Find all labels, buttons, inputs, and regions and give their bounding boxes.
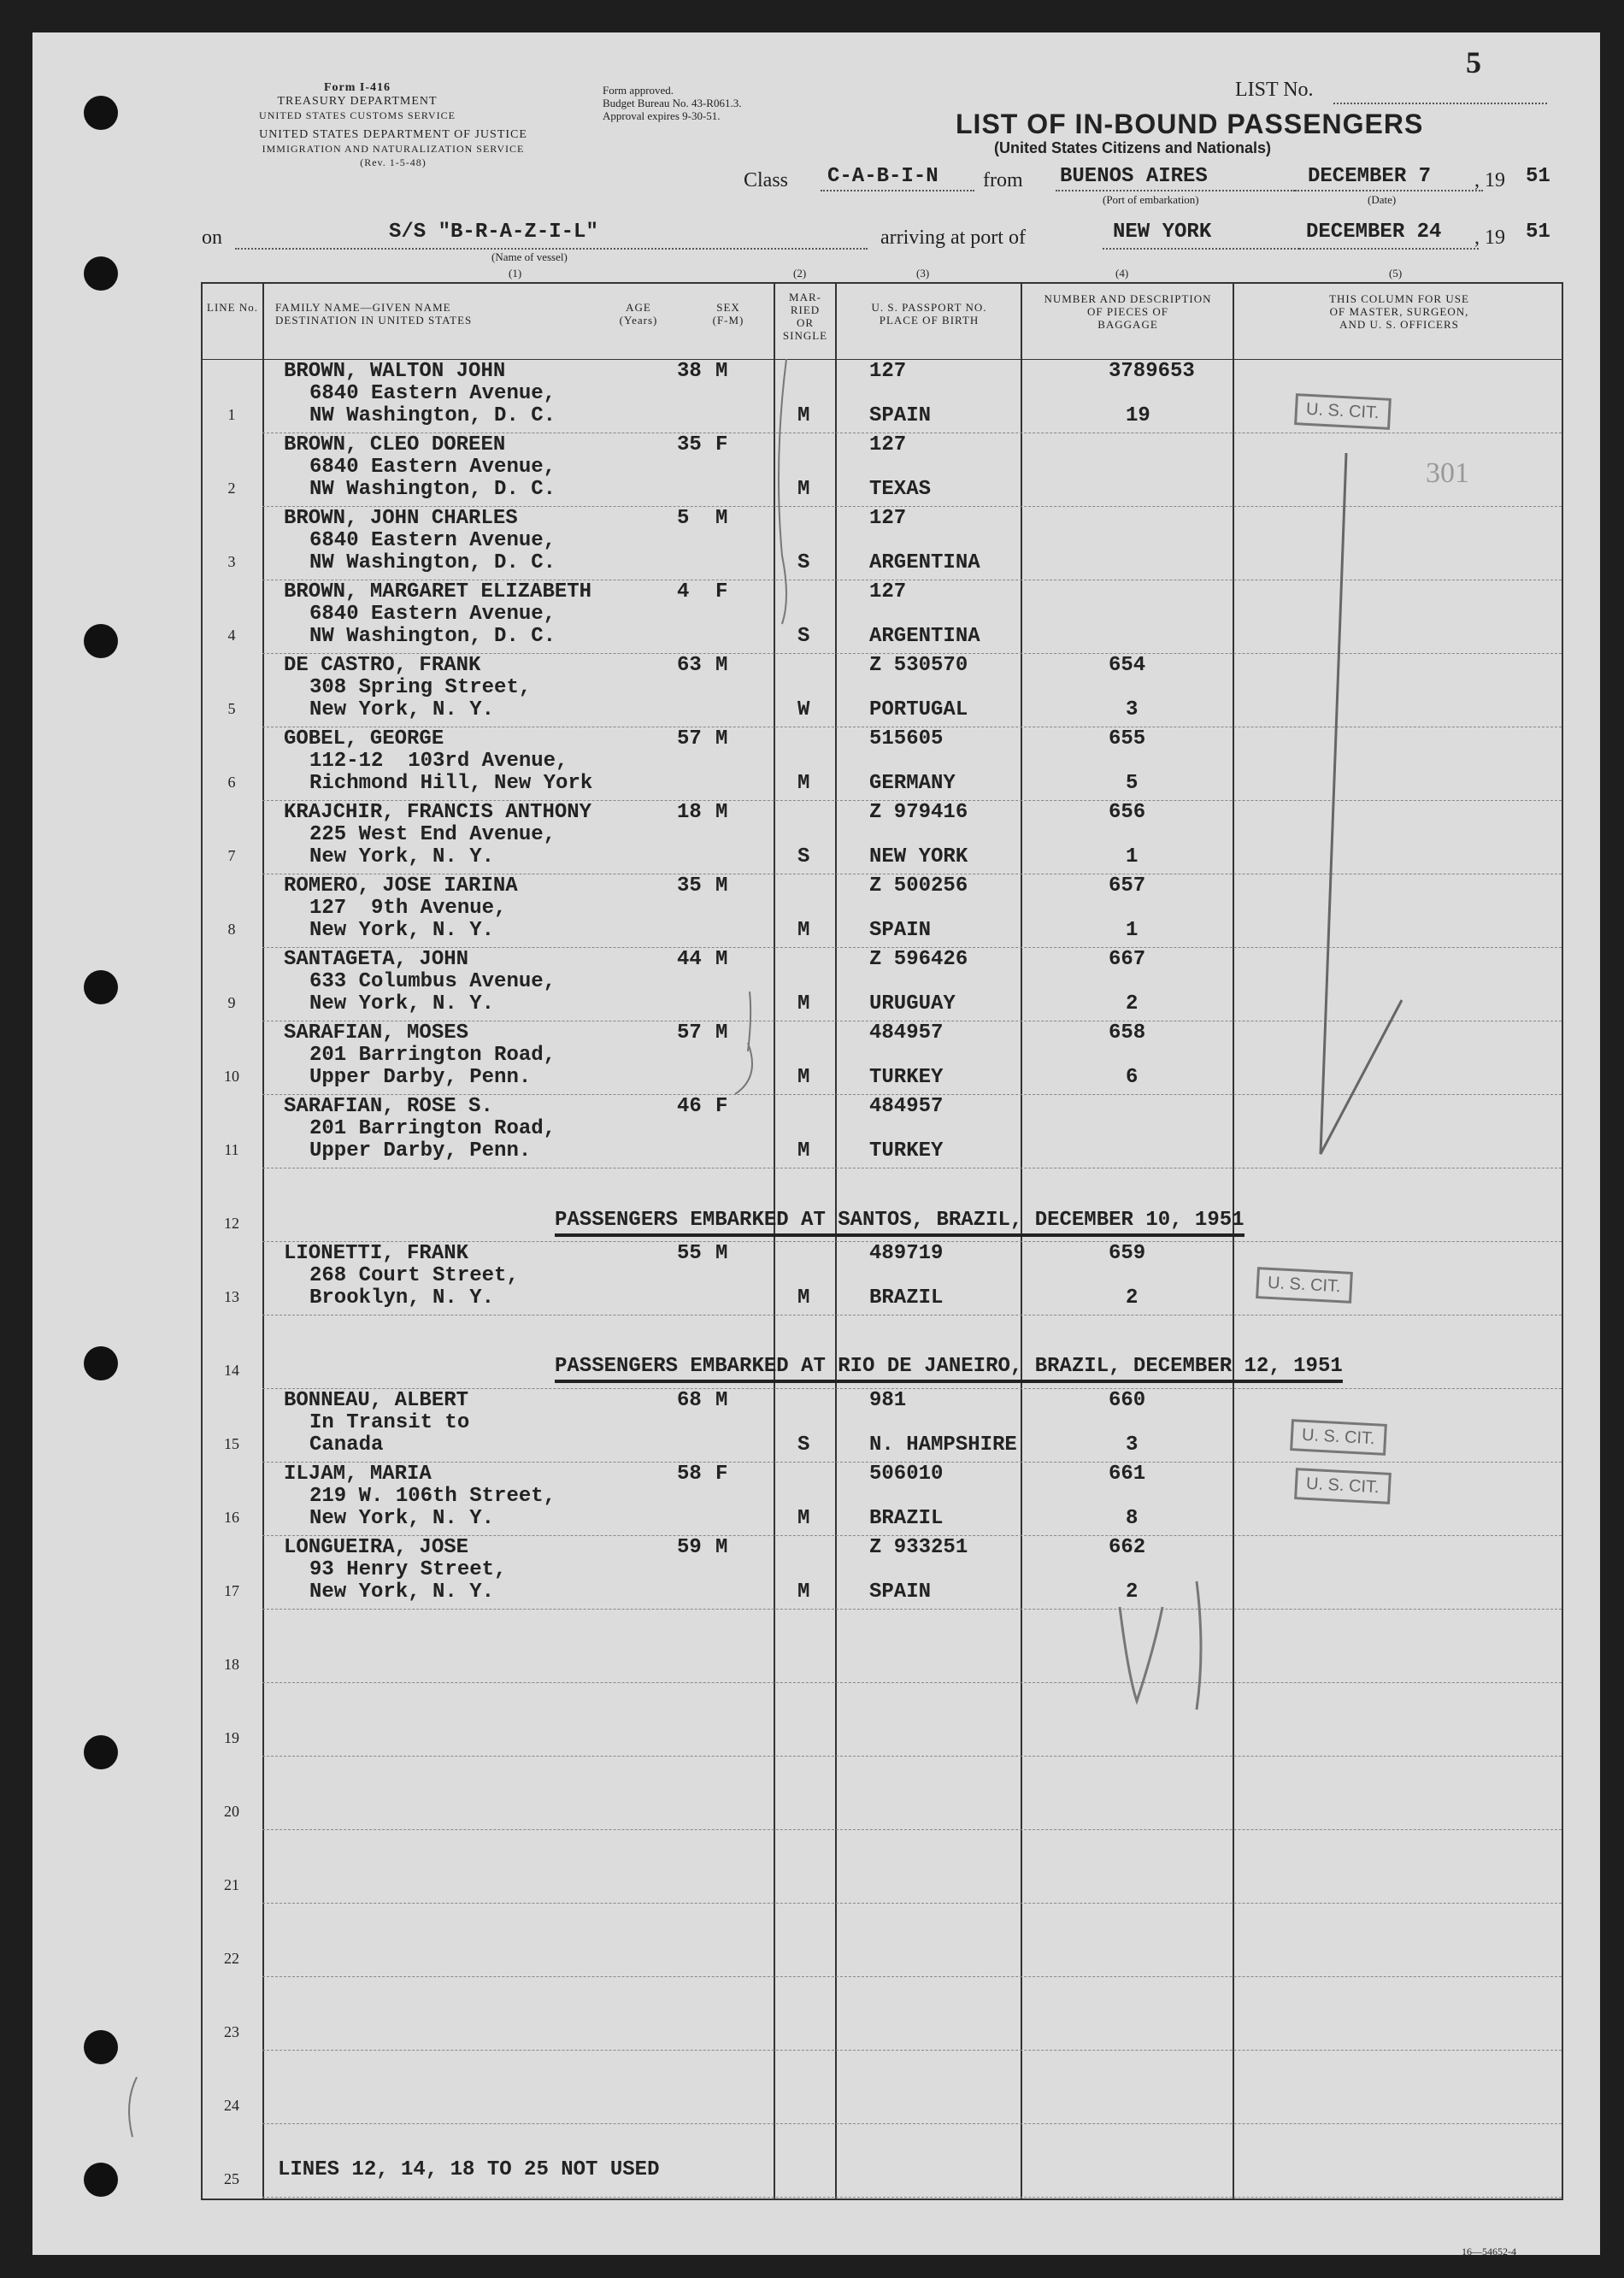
year-prefix: , 19 [1474,169,1505,191]
passenger-sex: M [715,874,728,898]
passenger-address: 6840 Eastern Avenue, [309,456,556,479]
arrival-year: 51 [1526,221,1550,244]
passenger-age: 57 [677,727,702,751]
passenger-address: Upper Darby, Penn. [309,1139,532,1163]
passenger-name: SARAFIAN, MOSES [284,1021,469,1045]
passport-number: Z 979416 [869,801,968,824]
passport-number: 489719 [869,1242,944,1265]
place-of-birth: BRAZIL [869,1286,944,1310]
passenger-sex: F [715,1095,728,1118]
arrival-date: DECEMBER 24 [1306,221,1442,244]
us-citizen-stamp: U. S. CIT. [1294,393,1391,430]
passenger-age: 46 [677,1095,702,1118]
line-number: 16 [224,1509,239,1526]
form-number: Form I-416 [323,81,391,94]
passenger-age: 68 [677,1389,702,1412]
passenger-address: 201 Barrington Road, [309,1044,556,1067]
passenger-sex: F [715,580,728,603]
on-label: on [202,227,222,249]
baggage-pieces: 1 [1126,845,1139,868]
passenger-name: DE CASTRO, FRANK [284,654,481,677]
passenger-address: 6840 Eastern Avenue, [309,382,556,405]
col-number: (3) [916,267,930,280]
marital-status: M [797,919,810,942]
page-subtitle: (United States Citizens and Nationals) [994,139,1272,156]
baggage-pieces: 1 [1126,919,1139,942]
passenger-name: BONNEAU, ALBERT [284,1389,469,1412]
baggage-pieces: 5 [1126,772,1139,795]
arrival-port: NEW YORK [1113,221,1212,244]
line-number: 11 [224,1141,239,1158]
place-of-birth: TEXAS [869,478,932,501]
baggage-pieces: 2 [1126,992,1139,1015]
passenger-sex: M [715,1021,728,1045]
place-of-birth: BRAZIL [869,1507,944,1530]
port-sub: (Port of embarkation) [1103,193,1199,206]
passenger-name: BROWN, JOHN CHARLES [284,507,518,530]
passenger-sex: M [715,1536,728,1559]
line-number: 20 [224,1803,239,1820]
baggage-pieces: 6 [1126,1066,1139,1089]
place-of-birth: PORTUGAL [869,698,968,721]
passenger-address: New York, N. Y. [309,1507,495,1530]
col-number: (1) [509,267,522,280]
marital-status: M [797,404,810,427]
passenger-address: NW Washington, D. C. [309,478,556,501]
justice-dept: UNITED STATES DEPARTMENT OF JUSTICE [259,128,527,141]
passenger-sex: F [715,433,728,456]
place-of-birth: N. HAMPSHIRE [869,1433,1017,1457]
marital-status: S [797,1433,810,1457]
embark-year: 51 [1526,165,1550,188]
passenger-address: 633 Columbus Avenue, [309,970,556,993]
passenger-address: In Transit to [309,1411,470,1434]
passenger-age: 63 [677,654,702,677]
page-number: 5 [1466,45,1481,79]
passenger-address: 6840 Eastern Avenue, [309,529,556,552]
passenger-address: 93 Henry Street, [309,1558,507,1581]
passport-number: 127 [869,360,907,383]
passport-number: Z 596426 [869,948,968,971]
us-citizen-stamp: U. S. CIT. [1256,1267,1352,1304]
line-number: 17 [224,1582,239,1599]
passenger-age: 35 [677,433,702,456]
line-number: 10 [224,1068,239,1085]
passenger-address: New York, N. Y. [309,1580,495,1604]
passenger-address: New York, N. Y. [309,698,495,721]
baggage-pieces: 3 [1126,698,1139,721]
line-number: 21 [224,1876,239,1893]
passport-number: 506010 [869,1463,944,1486]
line-number: 19 [224,1729,239,1746]
arriving-label: arriving at port of [880,227,1026,249]
place-of-birth: SPAIN [869,919,932,942]
place-of-birth: SPAIN [869,1580,932,1604]
passenger-age: 44 [677,948,702,971]
us-citizen-stamp: U. S. CIT. [1294,1468,1391,1504]
customs-service: UNITED STATES CUSTOMS SERVICE [259,109,456,121]
place-of-birth: ARGENTINA [869,625,980,648]
col-header-age: AGE (Years) [619,301,658,327]
print-code: 16—54652-4 [1462,2246,1516,2257]
list-no-label: LIST No. [1235,79,1314,101]
baggage-number: 654 [1109,654,1146,677]
marital-status: M [797,772,810,795]
baggage-number: 658 [1109,1021,1146,1045]
embark-port: BUENOS AIRES [1060,165,1208,188]
passenger-address: 201 Barrington Road, [309,1117,556,1140]
col-header-sex: SEX (F-M) [712,301,744,327]
baggage-pieces: 8 [1126,1507,1139,1530]
passenger-address: NW Washington, D. C. [309,625,556,648]
marital-status: M [797,1286,810,1310]
ins-service: IMMIGRATION AND NATURALIZATION SERVICE [262,143,525,155]
passenger-address: 308 Spring Street, [309,676,532,699]
place-of-birth: URUGUAY [869,992,956,1015]
passenger-address: 268 Court Street, [309,1264,519,1287]
pencil-note: 301 [1426,457,1469,489]
passenger-sex: M [715,801,728,824]
line-number: 8 [227,921,236,938]
baggage-number: 3789653 [1109,360,1195,383]
line-number: 12 [224,1215,239,1232]
passenger-address: NW Washington, D. C. [309,551,556,574]
passport-number: 981 [869,1389,907,1412]
line-number: 4 [227,627,236,644]
line-number: 3 [227,553,236,570]
passenger-sex: M [715,654,728,677]
vessel-sub: (Name of vessel) [491,250,568,263]
col-header-name: FAMILY NAME—GIVEN NAME DESTINATION IN UNITED STATES [275,301,473,327]
approval-line: Budget Bureau No. 43-R061.3. [603,97,742,109]
marital-status: M [797,478,810,501]
col-number: (4) [1115,267,1129,280]
baggage-pieces: 3 [1126,1433,1139,1457]
line-number: 6 [227,774,236,791]
col-number: (2) [793,267,807,280]
passenger-address: NW Washington, D. C. [309,404,556,427]
vessel-name: S/S "B-R-A-Z-I-L" [389,221,598,244]
passenger-sex: M [715,360,728,383]
marital-status: M [797,1139,810,1163]
passenger-name: BROWN, CLEO DOREEN [284,433,506,456]
passenger-age: 35 [677,874,702,898]
passenger-name: KRAJCHIR, FRANCIS ANTHONY [284,801,592,824]
passenger-address: New York, N. Y. [309,845,495,868]
line-number: 18 [224,1656,239,1673]
passenger-address: Brooklyn, N. Y. [309,1286,495,1310]
footer-note: LINES 12, 14, 18 TO 25 NOT USED [278,2158,660,2181]
place-of-birth: ARGENTINA [869,551,980,574]
revision: (Rev. 1-5-48) [360,156,427,168]
passenger-name: BROWN, WALTON JOHN [284,360,506,383]
line-number: 15 [224,1435,239,1452]
from-label: from [983,169,1023,191]
baggage-number: 657 [1109,874,1146,898]
place-of-birth: SPAIN [869,404,932,427]
baggage-number: 660 [1109,1389,1146,1412]
passport-number: 484957 [869,1021,944,1045]
place-of-birth: TURKEY [869,1139,944,1163]
col-header-baggage: NUMBER AND DESCRIPTION OF PIECES OF BAGGAGE [1044,292,1212,331]
place-of-birth: TURKEY [869,1066,944,1089]
line-number: 5 [227,700,236,717]
line-number: 7 [227,847,236,864]
line-number: 25 [224,2170,239,2187]
line-number: 14 [224,1362,239,1379]
line-number: 1 [227,406,236,423]
passenger-sex: F [715,1463,728,1486]
class-value: C-A-B-I-N [827,165,939,188]
col-header-officers: THIS COLUMN FOR USE OF MASTER, SURGEON, AND U. S. OFFICERS [1329,292,1469,331]
passport-number: 515605 [869,727,944,751]
passenger-age: 59 [677,1536,702,1559]
class-label: Class [744,169,789,191]
passport-number: Z 500256 [869,874,968,898]
passenger-name: SARAFIAN, ROSE S. [284,1095,493,1118]
line-number: 23 [224,2023,239,2040]
year-prefix: , 19 [1474,227,1505,249]
passenger-sex: M [715,507,728,530]
line-number: 24 [224,2097,239,2114]
section-heading-santos: PASSENGERS EMBARKED AT SANTOS, BRAZIL, DECEMBER 10, 1951 [555,1209,1244,1237]
marital-status: M [797,1066,810,1089]
passenger-name: BROWN, MARGARET ELIZABETH [284,580,592,603]
passenger-address: Upper Darby, Penn. [309,1066,532,1089]
passport-number: 127 [869,507,907,530]
treasury-dept: TREASURY DEPARTMENT [277,95,438,108]
passenger-address: New York, N. Y. [309,992,495,1015]
passenger-age: 55 [677,1242,702,1265]
passenger-name: ROMERO, JOSE IARINA [284,874,518,898]
passport-number: Z 530570 [869,654,968,677]
passenger-address: 127 9th Avenue, [309,897,507,920]
passenger-address: 112-12 103rd Avenue, [309,750,568,773]
section-heading-rio: PASSENGERS EMBARKED AT RIO DE JANEIRO, BRAZIL, DECEMBER 12, 1951 [555,1355,1343,1383]
passenger-sex: M [715,948,728,971]
passenger-sex: M [715,727,728,751]
baggage-number: 656 [1109,801,1146,824]
approval-line: Form approved. [603,84,674,97]
us-citizen-stamp: U. S. CIT. [1290,1419,1386,1456]
passenger-age: 5 [677,507,690,530]
embark-date: DECEMBER 7 [1308,165,1432,188]
marital-status: S [797,845,810,868]
passenger-age: 58 [677,1463,702,1486]
col-header-passport: U. S. PASSPORT NO. PLACE OF BIRTH [871,301,987,327]
passenger-name: SANTAGETA, JOHN [284,948,469,971]
col-header-married: MAR- RIED OR SINGLE [782,291,828,342]
passenger-address: 6840 Eastern Avenue, [309,603,556,626]
baggage-number: 667 [1109,948,1146,971]
page-title: LIST OF IN-BOUND PASSENGERS [956,109,1424,139]
marital-status: S [797,625,810,648]
date-sub: (Date) [1368,193,1397,206]
passport-number: 484957 [869,1095,944,1118]
baggage-number: 662 [1109,1536,1146,1559]
col-number: (5) [1389,267,1403,280]
passenger-address: Richmond Hill, New York [309,772,593,795]
passenger-age: 18 [677,801,702,824]
line-number: 13 [224,1288,239,1305]
passenger-name: ILJAM, MARIA [284,1463,432,1486]
place-of-birth: GERMANY [869,772,956,795]
baggage-pieces: 2 [1126,1580,1139,1604]
passenger-age: 38 [677,360,702,383]
baggage-pieces: 19 [1126,404,1150,427]
marital-status: M [797,1580,810,1604]
passenger-sex: M [715,1242,728,1265]
passport-number: 127 [869,580,907,603]
passenger-address: 225 West End Avenue, [309,823,556,846]
passport-number: 127 [869,433,907,456]
marital-status: S [797,551,810,574]
passenger-address: Canada [309,1433,384,1457]
baggage-number: 659 [1109,1242,1146,1265]
passenger-name: GOBEL, GEORGE [284,727,444,751]
passenger-name: LONGUEIRA, JOSE [284,1536,469,1559]
baggage-number: 661 [1109,1463,1146,1486]
col-header-line: LINE No. [207,301,258,314]
marital-status: M [797,1507,810,1530]
baggage-number: 655 [1109,727,1146,751]
approval-line: Approval expires 9-30-51. [603,109,721,122]
passenger-address: New York, N. Y. [309,919,495,942]
passenger-age: 57 [677,1021,702,1045]
line-number: 2 [227,480,236,497]
line-number: 9 [227,994,236,1011]
line-number: 22 [224,1950,239,1967]
passport-number: Z 933251 [869,1536,968,1559]
place-of-birth: NEW YORK [869,845,968,868]
marital-status: M [797,992,810,1015]
passenger-address: 219 W. 106th Street, [309,1485,556,1508]
marital-status: W [797,698,810,721]
baggage-pieces: 2 [1126,1286,1139,1310]
passenger-sex: M [715,1389,728,1412]
passenger-name: LIONETTI, FRANK [284,1242,469,1265]
passenger-age: 4 [677,580,690,603]
